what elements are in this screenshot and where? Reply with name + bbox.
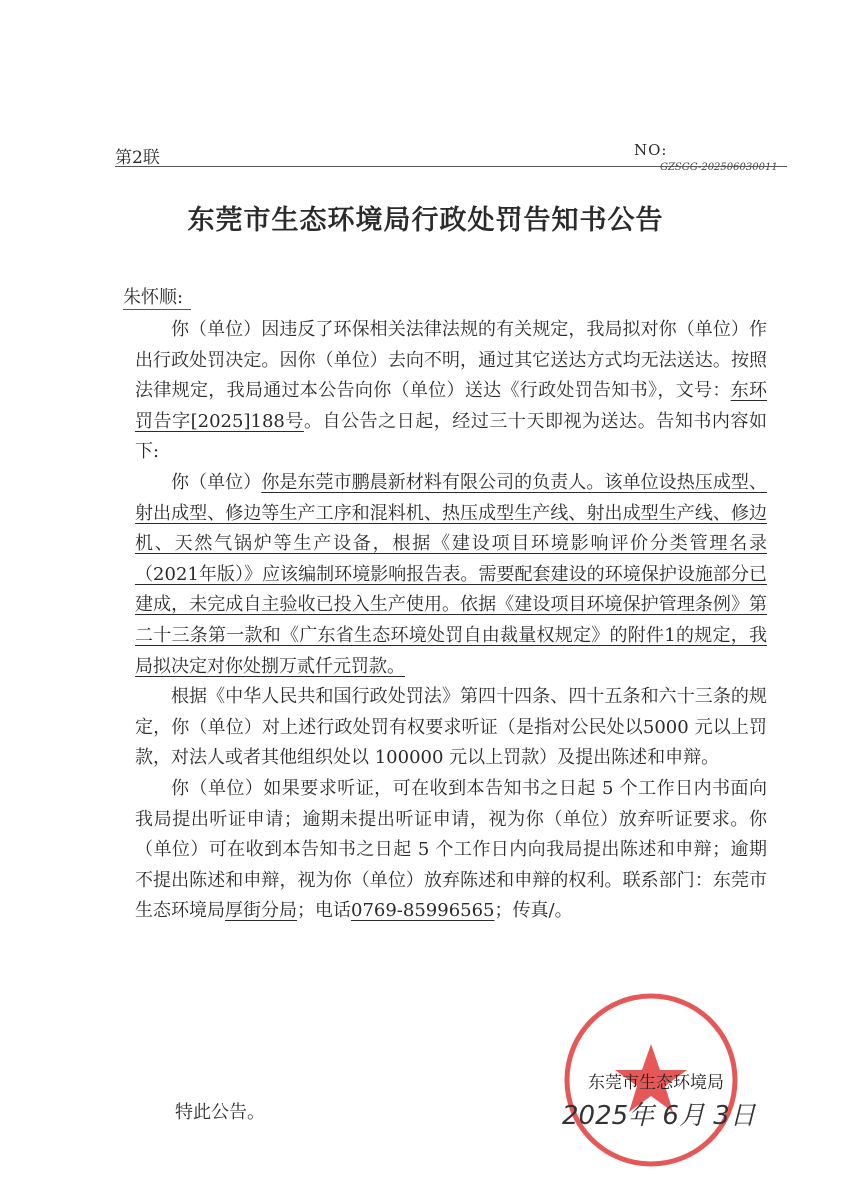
- signing-authority: 东莞市生态环境局: [588, 1073, 724, 1093]
- contact-phone: 0769-85996565: [351, 900, 495, 922]
- signing-date: 2025年 6月 3日: [562, 1101, 756, 1131]
- notice-body: [135, 315, 767, 927]
- header-rule: [115, 166, 787, 167]
- closing-remark: 特此公告。: [175, 1102, 265, 1123]
- doc-number-label: NO:: [634, 141, 668, 159]
- paragraph-text: 你（单位）如果要求听证，可在收到本告知书之日起 5 个工作日内书面向我局提出听证申请；逾期未提出听证申请，视为你（单位）放弃听证要求。你（单位）可在收到本告知书之日起 5 个工作日内向我局提出陈述和申辩；逾期不提出陈述和申辩，视为你（单位）放弃陈述和申辩的权利。联系部门：东莞市生态环境局: [135, 777, 767, 922]
- violation-facts: 你是东莞市鹏晨新材料有限公司的负责人。该单位设热压成型、射出成型、修边等生产工序和混料机、热压成型生产线、射出成型生产线、修边机、天然气锅炉等生产设备，根据《建设项目环境影响评价分类管理名录（2021年版）》应该编制环境影响报告表。需要配套建设的环境保护设施部分已建成，未完成自主验收已投入生产使用。依据《建设项目环境保护管理条例》第二十三条第一款和《广东省生态环境处罚自由裁量权规定》的附件1的规定，我局拟决定对你处捌万贰仟元罚款。: [135, 471, 767, 677]
- paragraph-text: ；传真/。: [494, 900, 573, 922]
- doc-number-value: GZSGG-202506030011: [660, 162, 778, 173]
- contact-department: 厚街分局: [225, 900, 297, 922]
- paragraph-text: 你（单位）因违反了环保相关法律法规的有关规定，我局拟对你（单位）作出行政处罚决定。因你（单位）去向不明，通过其它送达方式均无法送达。按照法律规定，我局通过本公告向你（单位）送达《行政处罚告知书》，文号：: [135, 319, 767, 402]
- paragraph-text: 。自公告之日起，经过三十天即视为送达。告知书内容如下:: [135, 410, 767, 463]
- paragraph-service: [135, 315, 767, 468]
- paragraph-hearing: [135, 774, 767, 927]
- paragraph-facts: [135, 468, 767, 682]
- copy-label: 第2联: [115, 148, 160, 168]
- paragraph-text: ；电话: [297, 900, 351, 922]
- addressee: 朱怀顺:: [123, 283, 191, 310]
- page-title: 东莞市生态环境局行政处罚告知书公告: [187, 205, 664, 236]
- paragraph-text: 你（单位）: [171, 471, 262, 493]
- document-number: 东环罚告字[2025]188号: [135, 380, 768, 432]
- paragraph-rights: 根据《中华人民共和国行政处罚法》第四十四条、四十五条和六十三条的规定，你（单位）对上述行政处罚有权要求听证（是指对公民处以5000 元以上罚款，对法人或者其他组织处以 100000 元以上罚款）及提出陈述和申辩。: [135, 686, 767, 769]
